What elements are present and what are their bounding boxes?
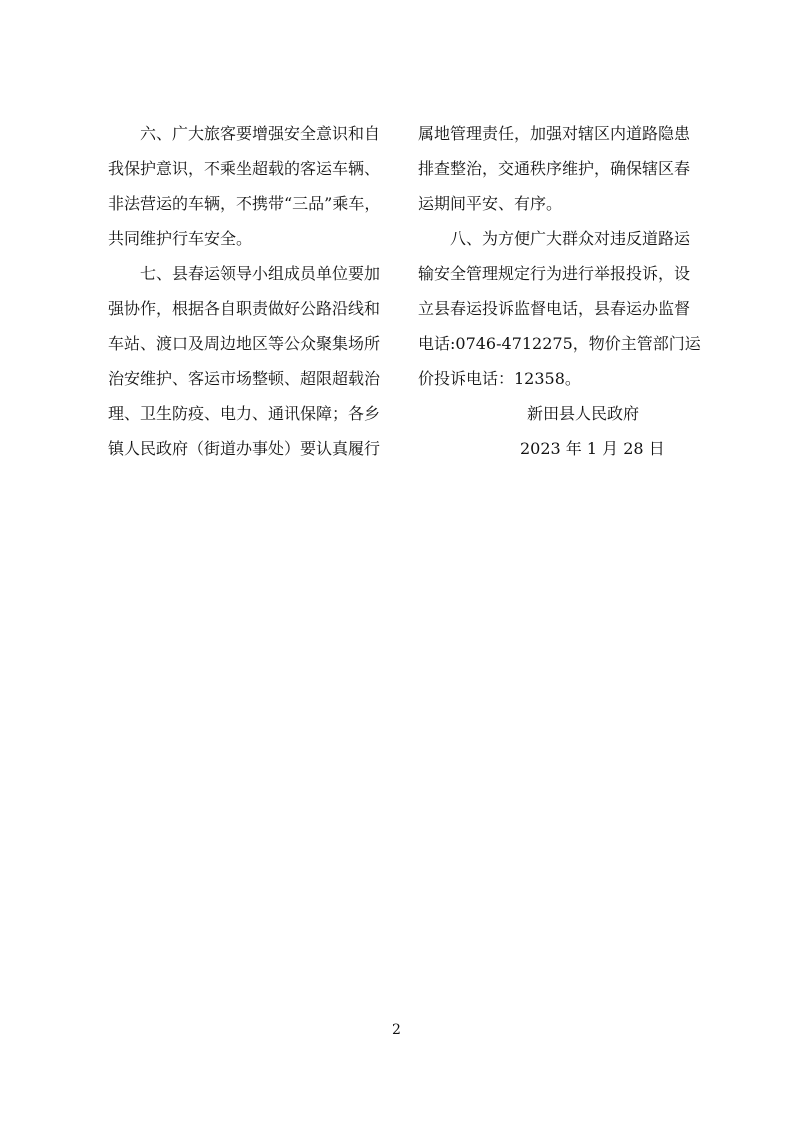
paragraph-line: 六、广大旅客要增强安全意识和自 <box>140 124 381 143</box>
paragraph-line: 强协作，根据各自职责做好公路沿线和 <box>108 299 381 318</box>
paragraph-line: 镇人民政府（街道办事处）要认真履行 <box>108 439 381 458</box>
paragraph-item-8 <box>418 221 701 396</box>
page-number: 2 <box>392 1022 401 1038</box>
paragraph-line: 七、县春运领导小组成员单位要加 <box>140 264 381 283</box>
paragraph-line: 车站、渡口及周边地区等公众聚集场所 <box>108 334 381 353</box>
paragraph-line: 排查整治，交通秩序维护，确保辖区春 <box>418 159 691 178</box>
paragraph-line: 输安全管理规定行为进行举报投诉，设 <box>418 264 691 283</box>
right-column <box>418 116 701 466</box>
paragraph-line: 电话:0746-4712275，物价主管部门运 <box>418 334 701 353</box>
paragraph-item-6 <box>108 116 380 256</box>
signature-date: 2023 年 1 月 28 日 <box>520 439 665 458</box>
signature-block <box>418 396 690 466</box>
left-column <box>108 116 380 466</box>
paragraph-line: 理、卫生防疫、电力、通讯保障；各乡 <box>108 404 381 423</box>
paragraph-item-7-continued <box>418 116 690 221</box>
paragraph-line: 运期间平安、有序。 <box>418 194 563 213</box>
paragraph-item-7 <box>108 256 380 466</box>
signature-issuer: 新田县人民政府 <box>527 404 640 423</box>
paragraph-line: 立县春运投诉监督电话，县春运办监督 <box>418 299 691 318</box>
paragraph-line: 我保护意识，不乘坐超载的客运车辆、 <box>108 159 381 178</box>
paragraph-line: 共同维护行车安全。 <box>108 229 253 248</box>
paragraph-line: 八、为方便广大群众对违反道路运 <box>450 229 691 248</box>
paragraph-line: 价投诉电话：12358。 <box>418 369 581 388</box>
paragraph-line: 治安维护、客运市场整顿、超限超载治 <box>108 369 381 388</box>
paragraph-line: 非法营运的车辆，不携带“三品”乘车， <box>108 194 381 213</box>
paragraph-line: 属地管理责任，加强对辖区内道路隐患 <box>418 124 691 143</box>
